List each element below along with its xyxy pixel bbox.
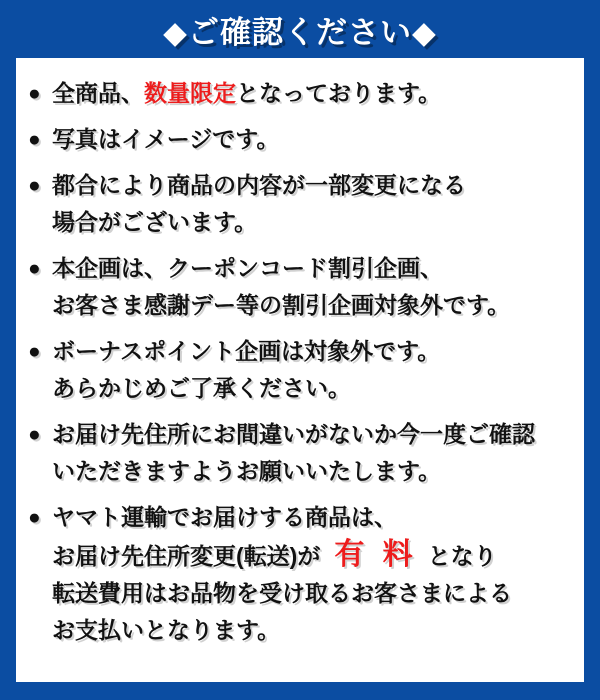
notice-line	[52, 416, 574, 453]
notice-panel	[16, 58, 584, 682]
notice-segment: お客さま感謝デー等の割引企画対象外です。	[52, 292, 511, 318]
bullet-icon: ●	[28, 82, 41, 105]
notice-line	[52, 287, 574, 324]
bullet-icon: ●	[28, 506, 41, 529]
notice-line	[52, 75, 574, 112]
highlighted-text: 数量限定	[144, 80, 236, 106]
notice-line	[52, 536, 574, 575]
notice-segment: お届け先住所にお間違いがないか今一度ご確認	[52, 421, 535, 447]
notice-segment: お支払いとなります。	[52, 617, 281, 643]
notice-text	[52, 75, 574, 112]
notice-item	[28, 121, 574, 158]
notice-line	[52, 204, 574, 241]
notice-text	[52, 416, 574, 490]
notice-segment: 都合により商品の内容が一部変更になる	[52, 172, 466, 198]
notice-segment: 写真はイメージです。	[52, 126, 280, 152]
notice-segment: となっております。	[236, 80, 442, 106]
notice-segment: お届け先住所変更(転送)が	[52, 543, 321, 569]
notice-item	[28, 250, 574, 324]
notice-segment: 全商品、	[52, 80, 144, 106]
highlighted-text: 有 料	[334, 538, 418, 571]
notice-segment: 場合がございます。	[52, 209, 258, 235]
notice-line	[52, 250, 574, 287]
notice-text	[52, 121, 574, 158]
notice-item	[28, 416, 574, 490]
notice-segment: となり	[427, 543, 497, 569]
notice-item	[28, 167, 574, 241]
bullet-icon: ●	[28, 340, 41, 363]
notice-line	[52, 167, 574, 204]
notice-text	[52, 250, 574, 324]
page-header	[0, 0, 600, 58]
bullet-icon: ●	[28, 128, 41, 151]
notice-line	[52, 333, 574, 370]
notice-line	[52, 575, 574, 612]
notice-segment: あらかじめご了承ください。	[52, 375, 351, 401]
notice-line	[52, 612, 574, 649]
notice-item	[28, 499, 574, 649]
notice-text	[52, 333, 574, 407]
notice-segment: いただきますようお願いいたします。	[52, 458, 442, 484]
notice-item	[28, 333, 574, 407]
notice-list	[28, 75, 574, 649]
notice-segment: 本企画は、クーポンコード割引企画、	[52, 255, 443, 281]
notice-text	[52, 499, 574, 649]
notice-segment: 転送費用はお品物を受け取るお客さまによる	[52, 580, 512, 606]
notice-line	[52, 499, 574, 536]
notice-text	[52, 167, 574, 241]
page-title: ◆ご確認ください◆	[163, 14, 437, 50]
notice-line	[52, 453, 574, 490]
bullet-icon: ●	[28, 257, 41, 280]
notice-item	[28, 75, 574, 112]
notice-segment: ボーナスポイント企画は対象外です。	[52, 338, 441, 364]
bullet-icon: ●	[28, 174, 41, 197]
bullet-icon: ●	[28, 423, 41, 446]
notice-line	[52, 370, 574, 407]
notice-segment: ヤマト運輸でお届けする商品は、	[52, 504, 397, 530]
notice-line	[52, 121, 574, 158]
